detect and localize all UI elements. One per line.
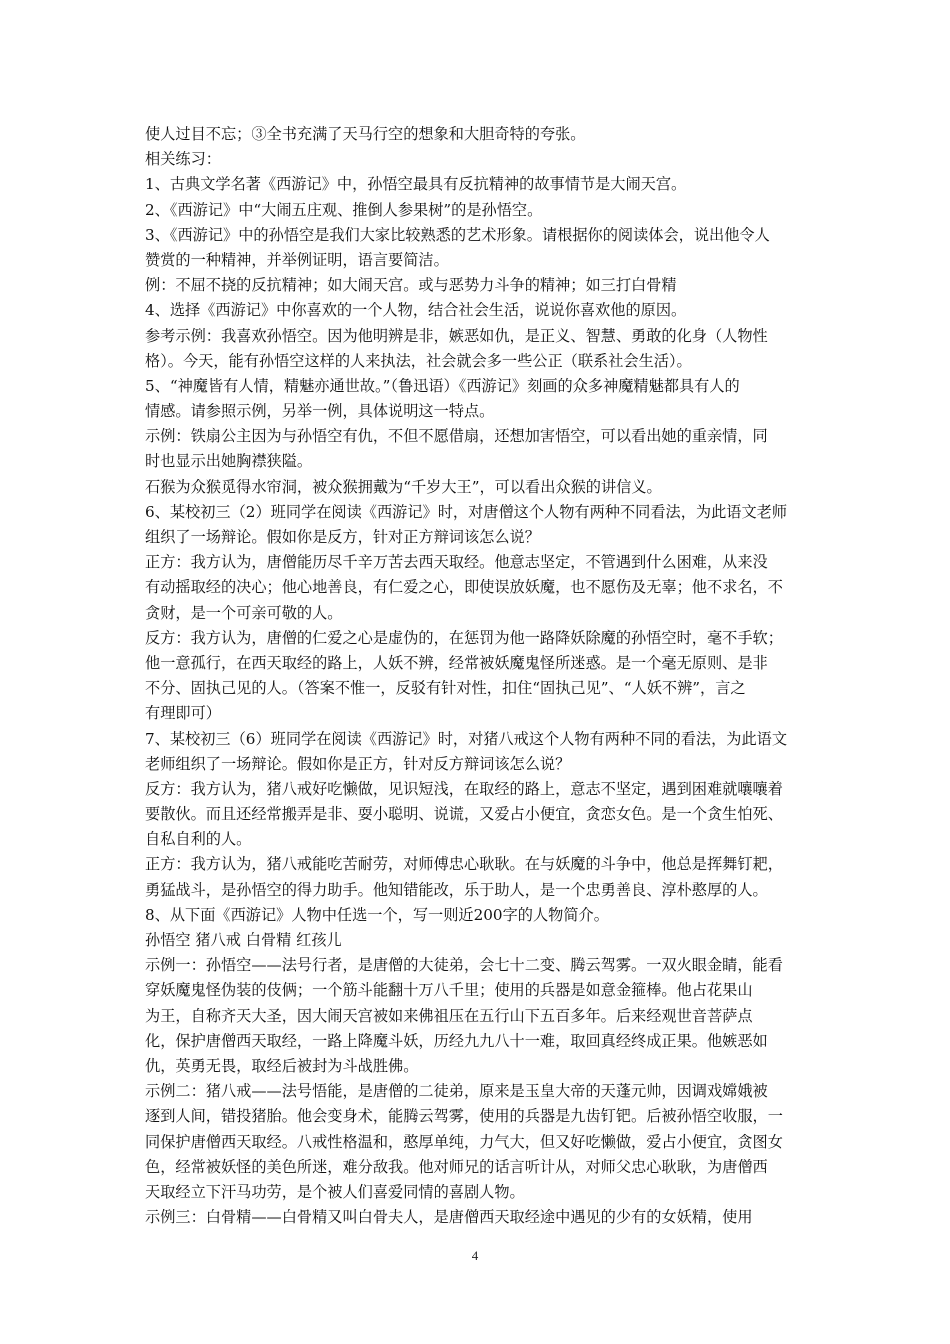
text-line: 有理即可） [145,704,221,723]
text-line: 不分、固执己见的人。（答案不惟一，反驳有针对性，扣住“固执己见”、“人妖不辨”，言之 [145,679,746,698]
text-line: 自私自利的人。 [145,830,252,849]
text-line: 组织了一场辩论。假如你是反方，针对正方辩词该怎么说？ [145,528,540,546]
text-line: 色，经常被妖怪的美色所迷，难分敌我。他对师兄的话言听计从，对师父忠心耿耿，为唐僧西 [145,1157,768,1176]
text-line: 5、“神魔皆有人情，精魅亦通世故。”（鲁迅语）《西游记》刻画的众多神魔精魅都具有人的 [145,376,740,395]
text-line: 孙悟空 猪八戒 白骨精 红孩儿 [145,931,342,949]
text-line: 示例：铁扇公主因为与孙悟空有仇，不但不愿借扇，还想加害悟空，可以看出她的重亲情，同 [145,427,768,446]
text-line: 天取经立下汗马功劳，是个被人们喜爱同情的喜剧人物。 [145,1182,525,1201]
text-line: 4、选择《西游记》中你喜欢的一个人物，结合社会生活，说说你喜欢他的原因。 [145,301,687,320]
text-line: 使人过目不忘；③全书充满了天马行空的想象和大胆奇特的夸张。 [145,125,586,143]
text-line: 为王，自称齐天大圣，因大闹天宫被如来佛祖压在五行山下五百多年。后来经观世音菩萨点 [145,1006,753,1025]
text-line: 贪财，是一个可亲可敬的人。 [145,603,343,622]
text-line: 正方：我方认为，唐僧能历尽千辛万苦去西天取经。他意志坚定，不管遇到什么困难，从来没 [145,553,768,572]
text-line: 有动摇取经的决心；他心地善良，有仁爱之心，即使误放妖魔，也不愿伤及无辜；他不求名，不 [145,578,783,597]
text-line: 2、《西游记》中“大闹五庄观、推倒人参果树”的是孙悟空。 [145,200,543,219]
text-line: 时也显示出她胸襟狭隘。 [145,452,313,471]
text-line: 赞赏的一种精神，并举例证明，语言要简洁。 [145,250,449,269]
page-number: 4 [471,1248,479,1263]
text-line: 仇，英勇无畏，取经后被封为斗战胜佛。 [145,1056,419,1075]
text-line: 8、从下面《西游记》人物中任选一个，写一则近200字的人物简介。 [145,905,609,924]
text-line: 要散伙。而且还经常搬弄是非、耍小聪明、说谎，又爱占小便宜，贪恋女色。是一个贪生怕死、 [145,805,783,824]
text-line: 3、《西游记》中的孙悟空是我们大家比较熟悉的艺术形象。请根据你的阅读体会，说出他令人 [145,225,770,244]
text-line: 1、古典文学名著《西游记》中，孙悟空最具有反抗精神的故事情节是大闹天宫。 [145,175,687,194]
text-line: 参考示例：我喜欢孙悟空。因为他明辨是非，嫉恶如仇，是正义、智慧、勇敢的化身（人物性 [145,326,768,345]
text-line: 7、某校初三（6）班同学在阅读《西游记》时，对猪八戒这个人物有两种不同的看法，为此语文 [145,729,788,748]
text-line: 勇猛战斗，是孙悟空的得力助手。他知错能改，乐于助人，是一个忠勇善良、淳朴憨厚的人。 [145,880,768,899]
text-line: 化，保护唐僧西天取经，一路上降魔斗妖，历经九九八十一难，取回真经终成正果。他嫉恶如 [145,1031,768,1050]
text-line: 6、某校初三（2）班同学在阅读《西游记》时，对唐僧这个人物有两种不同看法，为此语文老师 [145,502,788,521]
document-body [145,122,810,1230]
text-line: 情感。请参照示例，另举一例，具体说明这一特点。 [145,402,495,421]
text-line: 同保护唐僧西天取经。八戒性格温和，憨厚单纯，力气大，但又好吃懒做，爱占小便宜，贪图女 [145,1132,783,1151]
text-line: 例：不屈不挠的反抗精神；如大闹天宫。或与恶势力斗争的精神；如三打白骨精 [145,276,677,295]
text-line: 示例三：白骨精——白骨精又叫白骨夫人，是唐僧西天取经途中遇见的少有的女妖精，使用 [145,1208,753,1227]
text-line: 正方：我方认为，猪八戒能吃苦耐劳，对师傅忠心耿耿。在与妖魔的斗争中，他总是挥舞钉耙， [145,855,783,874]
text-line: 穿妖魔鬼怪伪装的伎俩；一个筋斗能翻十万八千里；使用的兵器是如意金箍棒。他占花果山 [145,981,753,1000]
text-line: 逐到人间，错投猪胎。他会变身术，能腾云驾雾，使用的兵器是九齿钉钯。后被孙悟空收服，一 [145,1107,783,1126]
text-line: 石猴为众猴觅得水帘洞，被众猴拥戴为“千岁大王”，可以看出众猴的讲信义。 [145,477,662,496]
text-line: 反方：我方认为，猪八戒好吃懒做，见识短浅，在取经的路上，意志不坚定，遇到困难就嚷嚷着 [145,779,783,798]
text-line: 相关练习： [145,150,221,169]
text-line: 反方：我方认为，唐僧的仁爱之心是虚伪的，在惩罚为他一路降妖除魔的孙悟空时，毫不手软； [145,628,783,647]
text-line: 老师组织了一场辩论。假如你是正方，针对反方辩词该怎么说？ [145,754,571,773]
text-line: 示例一：孙悟空——法号行者，是唐僧的大徒弟，会七十二变、腾云驾雾。一双火眼金睛，能看 [145,956,783,975]
text-line: 他一意孤行，在西天取经的路上，人妖不辨，经常被妖魔鬼怪所迷惑。是一个毫无原则、是非 [145,653,768,672]
text-line: 格）。今天，能有孙悟空这样的人来执法，社会就会多一些公正（联系社会生活）。 [145,351,692,370]
text-line: 示例二：猪八戒——法号悟能，是唐僧的二徒弟，原来是玉皇大帝的天蓬元帅，因调戏嫦娥被 [145,1082,768,1101]
